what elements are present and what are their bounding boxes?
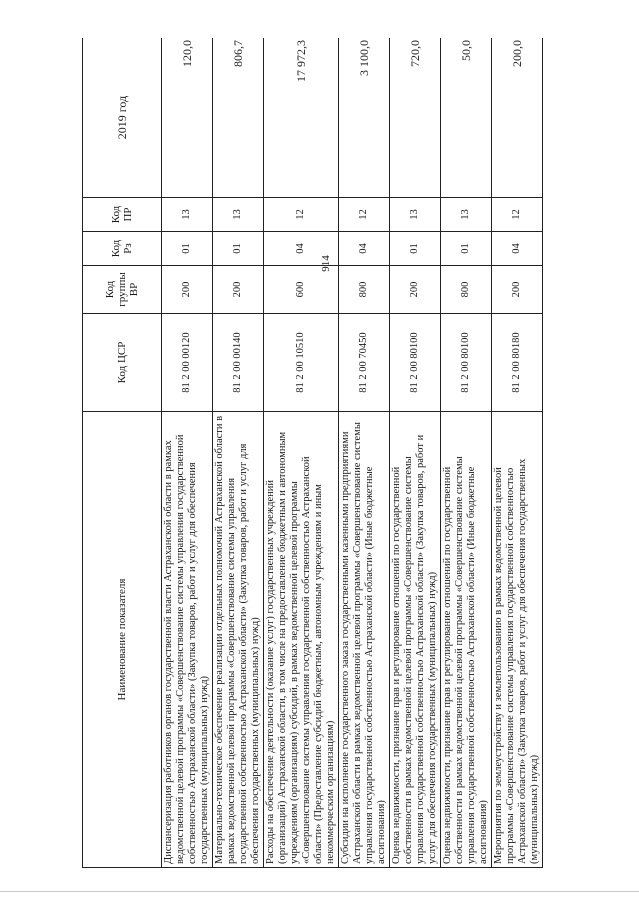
row-name: Мероприятия по землеустройству и землепользованию в рамках ведомственной целевой программы «Совершенствование системы управления государственной собственностью Астраханской области» (Закупка товаров, работ и услуг для обеспечения государственных (муниципальных) нужд) [492,412,543,868]
rotated-page-area [82,38,602,868]
rotated-table-container [82,38,602,868]
table-row [339,38,390,868]
row-csr: 81 2 00 80100 [390,314,441,412]
row-pr: 13 [441,198,492,232]
row-amount: 200,0 [492,38,543,198]
header-year: 2019 год [83,38,162,198]
row-pr: 13 [213,198,264,232]
row-name: Субсидии на исполнение государственного заказа государственными казенными предприятиями Астраханской области в рамках ведомственной целевой программы «Совершенствование системы управления государственной собственностью Астраханской области» (Иные бюджетные ассигнования) [339,412,390,868]
row-csr: 81 2 00 80180 [492,314,543,412]
row-amount: 50,0 [441,38,492,198]
row-amount: 806,7 [213,38,264,198]
row-name: Оценка недвижимости, признание прав и регулирование отношений по государственной собственности в рамках ведомственной целевой программы «Совершенствование системы управления государственной собственностью Астраханской области» (Закупка товаров, работ и услуг для обеспечения государственных (муниципальных) нужд) [390,412,441,868]
row-pr: 12 [339,198,390,232]
row-name: Оценка недвижимости, признание прав и регулирование отношений по государственной собственности в рамках ведомственной целевой программы «Совершенствование системы управления государственной собственностью Астраханской области» (Иные бюджетные ассигнования) [441,412,492,868]
row-vr: 600 [264,266,339,314]
header-pr: Код ПР [83,198,162,232]
header-rz: Код Рз [83,232,162,266]
row-pr: 12 [264,198,339,232]
row-rz: 04 [492,232,543,266]
row-csr: 81 2 00 00140 [213,314,264,412]
row-rz: 01 [162,232,213,266]
table-header-row [83,38,162,868]
header-vr: Код группы ВР [83,266,162,314]
row-amount: 120,0 [162,38,213,198]
bottom-divider [0,891,639,892]
row-rz: 04 [264,232,339,266]
row-name: Материально-техническое обеспечение реализации отдельных полномочий Астраханской области в рамках ведомственной целевой программы «Совершенствование системы управления государственной собственностью Астраханской области» (Закупка товаров, работ и услуг для обеспечения государственных (муниципальных) нужд) [213,412,264,868]
row-vr: 800 [339,266,390,314]
row-csr: 81 2 00 70450 [339,314,390,412]
row-vr: 200 [162,266,213,314]
row-vr: 200 [492,266,543,314]
table-row [264,38,339,868]
row-vr: 800 [441,266,492,314]
table-row [213,38,264,868]
header-csr: Код ЦСР [83,314,162,412]
row-amount: 17 972,3 [264,38,339,198]
row-rz: 04 [339,232,390,266]
table-row [162,38,213,868]
row-rz: 01 [390,232,441,266]
table-row [441,38,492,868]
row-csr: 81 2 00 10510 [264,314,339,412]
row-pr: 13 [390,198,441,232]
row-amount: 3 100,0 [339,38,390,198]
row-rz: 01 [213,232,264,266]
page-number: 914 [319,255,332,272]
row-csr: 81 2 00 80100 [441,314,492,412]
row-pr: 13 [162,198,213,232]
table-row [492,38,543,868]
header-name: Наименование показателя [83,412,162,868]
row-pr: 12 [492,198,543,232]
table-row [390,38,441,868]
row-csr: 81 2 00 00120 [162,314,213,412]
row-rz: 01 [441,232,492,266]
row-vr: 200 [390,266,441,314]
row-amount: 720,0 [390,38,441,198]
row-name: Диспансеризация работников органов государственной власти Астраханской области в рамках ведомственной целевой программы «Совершенствование системы управления государственной собственностью Астраханской области» (Закупка товаров, работ и услуг для обеспечения государственных (муниципальных) нужд) [162,412,213,868]
row-name: Расходы на обеспечение деятельности (оказание услуг) государственных учреждений (организаций) Астраханской области, в том числе на предоставление бюджетным и автономным учреждениям (организациям) субсидий, в рамках ведомственной целевой программы «Совершенствование системы управления государственной собственностью Астраханской области» (Предоставление субсидий бюджетным, автономным учреждениям и иным некоммерческим организациям) [264,412,339,868]
budget-table [82,38,543,868]
row-vr: 200 [213,266,264,314]
